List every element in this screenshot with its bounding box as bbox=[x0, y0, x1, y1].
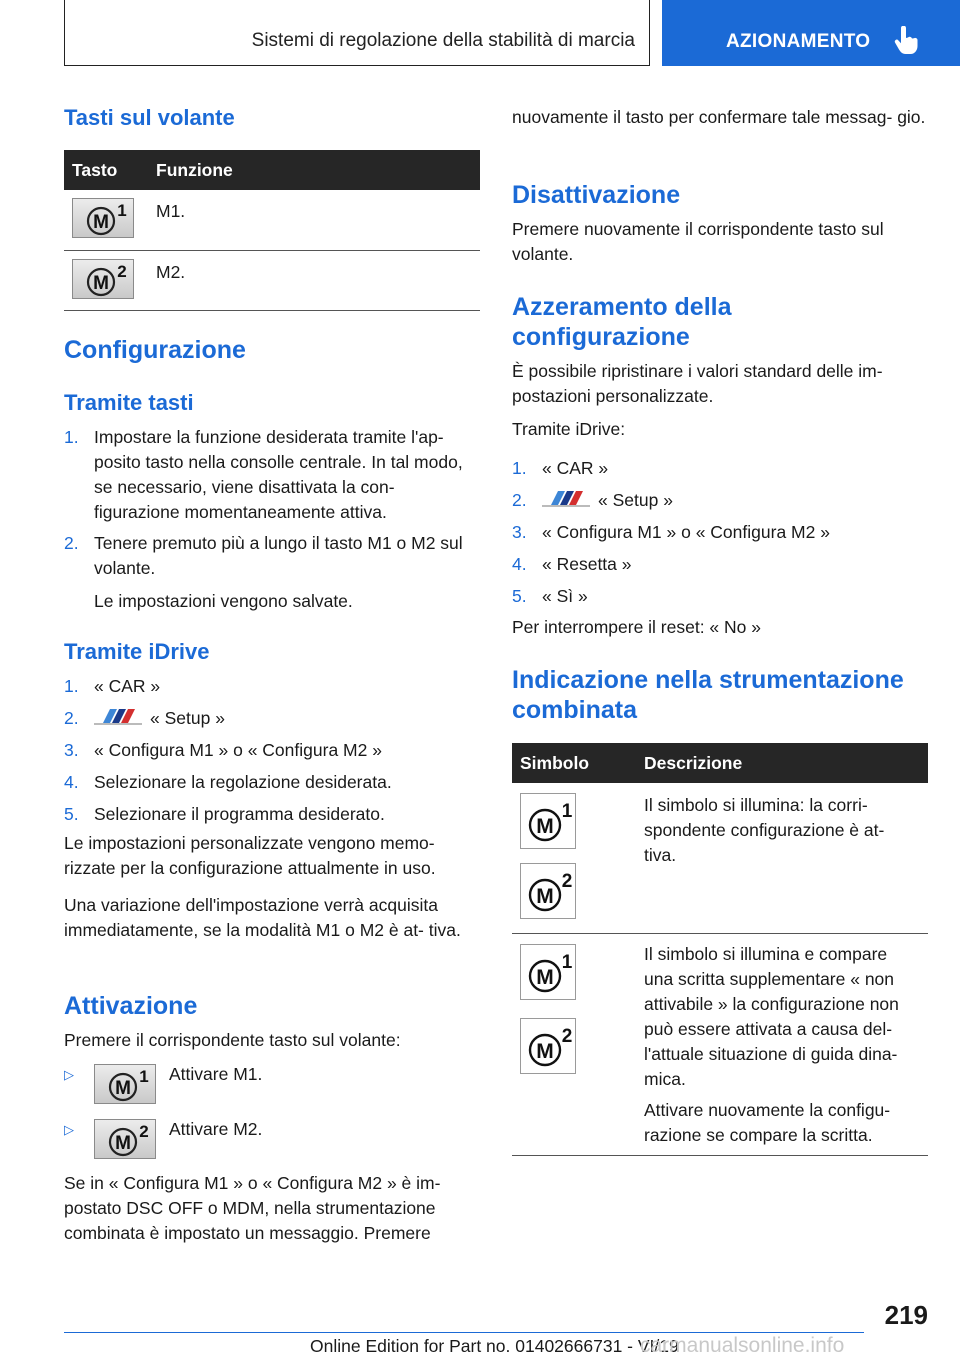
watermark: carmanualsonline.info bbox=[640, 1334, 845, 1357]
list-item: 1. « CAR » bbox=[64, 676, 161, 696]
m2-symbol-icon bbox=[520, 1018, 576, 1074]
description-cell bbox=[636, 783, 928, 933]
key-digit: 1 bbox=[117, 201, 127, 220]
heading-display: Indicazione nella strumentazione combinata bbox=[512, 666, 904, 724]
table-row bbox=[64, 190, 480, 250]
page-header bbox=[0, 0, 960, 66]
m1-key-icon bbox=[94, 1064, 156, 1104]
paragraph-variation: Una variazione dell'impostazione verrà acquisita immediatamente, se la modalità M1 o M2 è at‐ tiva. bbox=[64, 895, 461, 940]
function-cell: M2. bbox=[148, 250, 480, 310]
svg-text:2: 2 bbox=[139, 1122, 149, 1141]
section-title: Sistemi di regolazione della stabilità di marcia bbox=[251, 30, 635, 51]
activation-item bbox=[64, 1062, 480, 1106]
keys-table bbox=[64, 150, 480, 311]
col-header-key: Tasto bbox=[64, 150, 148, 190]
col-header-description: Descrizione bbox=[636, 743, 928, 783]
heading-reset: Azzeramento della configurazione bbox=[512, 293, 732, 351]
paragraph-interrupt: Per interrompere il reset: « No » bbox=[512, 617, 761, 637]
reset-steps bbox=[512, 456, 928, 616]
m1-symbol-icon bbox=[520, 793, 576, 849]
list-item: 1. Impostare la funzione desiderata tramite l'ap‐ posito tasto nella consolle centrale. In tal modo, se necessario, viene disattivata la con‐ figurazione momentaneamente attiva. bbox=[64, 427, 463, 522]
key-letter: M bbox=[93, 272, 109, 294]
list-item: 3. « Configura M1 » o « Configura M2 » bbox=[64, 740, 382, 760]
m2-symbol-icon bbox=[520, 863, 576, 919]
paragraph-reset: È possibile ripristinare i valori standard delle im‐ postazioni personalizzate. bbox=[512, 361, 883, 406]
m2-key-icon bbox=[72, 259, 134, 299]
key-digit: 2 bbox=[117, 261, 127, 281]
list-item: 4. Selezionare la regolazione desiderata. bbox=[64, 772, 392, 792]
svg-text:M: M bbox=[536, 885, 554, 908]
list-item: 2. « Setup » bbox=[512, 490, 673, 510]
table-row bbox=[512, 933, 928, 1155]
bullet-arrow-icon: ▷ bbox=[64, 1067, 74, 1082]
svg-text:M: M bbox=[536, 815, 554, 838]
svg-text:1: 1 bbox=[561, 801, 573, 822]
activation-text: Attivare M1. bbox=[169, 1064, 263, 1084]
list-item: 2. « Setup » bbox=[64, 708, 225, 728]
description-text: Il simbolo si illumina e compare una scritta supplementare « non attivabile » la configurazione non può essere attivata a causa del‐ l'attuale situazione di guida dina‐ mica. bbox=[644, 943, 899, 1089]
description-note: Attivare nuovamente la configu‐ razione se compare la scritta. bbox=[644, 1099, 891, 1145]
list-item: 1. « CAR » bbox=[512, 458, 609, 478]
heading-deactivation: Disattivazione bbox=[512, 181, 681, 209]
list-item: 2. Tenere premuto più a lungo il tasto M1 o M2 sul volante. bbox=[64, 533, 463, 578]
function-cell: M1. bbox=[148, 190, 480, 250]
via-keys-result: Le impostazioni vengono salvate. bbox=[94, 591, 353, 611]
chapter-tab bbox=[662, 0, 960, 66]
list-item: 4. « Resetta » bbox=[512, 554, 632, 574]
footer-divider bbox=[64, 1332, 864, 1333]
paragraph-via-idrive: Tramite iDrive: bbox=[512, 419, 626, 439]
via-idrive-steps bbox=[64, 674, 480, 834]
heading-via-keys: Tramite tasti bbox=[64, 390, 194, 415]
paragraph-memorized: Le impostazioni personalizzate vengono memo‐ rizzate per la configurazione attualmente in uso. bbox=[64, 833, 436, 878]
table-row bbox=[512, 783, 928, 933]
m-stripes-icon bbox=[542, 489, 590, 509]
svg-text:M: M bbox=[536, 965, 554, 989]
bullet-arrow-icon: ▷ bbox=[64, 1122, 74, 1137]
page-number: 219 bbox=[884, 1300, 928, 1330]
table-row bbox=[64, 250, 480, 310]
heading-keys: Tasti sul volante bbox=[64, 105, 235, 130]
activation-text: Attivare M2. bbox=[169, 1119, 263, 1139]
key-letter: M bbox=[93, 212, 109, 233]
col-header-symbol: Simbolo bbox=[512, 743, 636, 783]
paragraph-activation: Premere il corrispondente tasto sul volante: bbox=[64, 1030, 401, 1050]
edition-text: Online Edition for Part no. 01402666731 - VI/19 bbox=[310, 1336, 679, 1356]
m-stripes-icon bbox=[94, 707, 142, 727]
via-keys-steps bbox=[64, 425, 480, 581]
section-title-box bbox=[64, 0, 650, 66]
description-cell bbox=[636, 933, 928, 1155]
svg-text:M: M bbox=[115, 1078, 131, 1099]
heading-via-idrive: Tramite iDrive bbox=[64, 639, 210, 664]
svg-text:2: 2 bbox=[561, 871, 573, 892]
svg-text:2: 2 bbox=[561, 1025, 573, 1047]
heading-configuration: Configurazione bbox=[64, 336, 246, 364]
paragraph-deactivation: Premere nuovamente il corrispondente tasto sul volante. bbox=[512, 219, 884, 264]
symbols-table bbox=[512, 743, 928, 1156]
svg-text:M: M bbox=[115, 1133, 131, 1154]
m1-key-icon bbox=[72, 198, 134, 238]
svg-text:M: M bbox=[536, 1039, 554, 1063]
svg-text:1: 1 bbox=[561, 951, 573, 973]
activation-item bbox=[64, 1117, 480, 1161]
paragraph-dsc: Se in « Configura M1 » o « Configura M2 » è im‐ postato DSC OFF o MDM, nella strumentazione combinata è impostato un messaggio. Premere bbox=[64, 1173, 441, 1243]
m2-key-icon bbox=[94, 1119, 156, 1159]
hand-pointer-icon bbox=[894, 26, 920, 56]
col-header-function: Funzione bbox=[148, 150, 480, 190]
list-item: 5. Selezionare il programma desiderato. bbox=[64, 804, 385, 824]
heading-activation: Attivazione bbox=[64, 992, 198, 1020]
m1-symbol-icon bbox=[520, 944, 576, 1000]
svg-text:1: 1 bbox=[139, 1067, 149, 1086]
list-item: 5. « Sì » bbox=[512, 586, 588, 606]
list-item: 3. « Configura M1 » o « Configura M2 » bbox=[512, 522, 830, 542]
chapter-title: AZIONAMENTO bbox=[726, 31, 871, 52]
description-text: Il simbolo si illumina: la corri‐ spondente configurazione è at‐ tiva. bbox=[644, 795, 885, 865]
paragraph-dsc-continued: nuovamente il tasto per confermare tale messag‐ gio. bbox=[512, 107, 926, 127]
